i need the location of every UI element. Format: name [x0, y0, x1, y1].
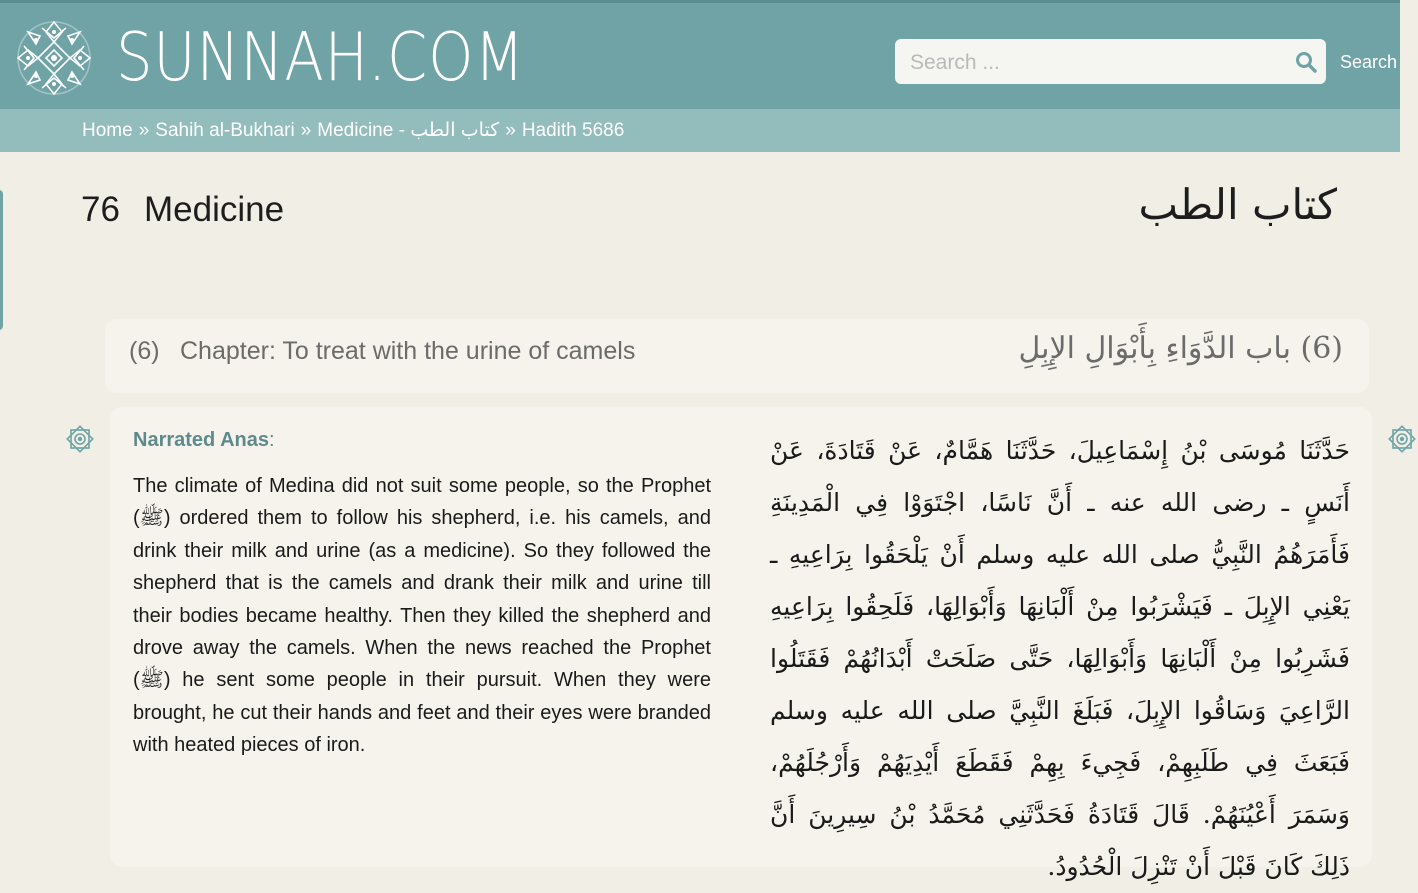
- hadith-english-text: The climate of Medina did not suit some people, so the Prophet (ﷺ) ordered them to follow his shepherd, i.e. his camels, and drink their milk and urine (as a medicine). So they followed the shepherd that is the camels and drank their milk and urine till their bodies became healthy. Then they killed the shepherd and drove away the camels. When the news reached the Prophet (ﷺ) he sent some people in their pursuit. When they were brought, he cut their hands and feet and their eyes were branded with heated pieces of iron.: [133, 475, 711, 757]
- search-input[interactable]: [895, 39, 1275, 84]
- hadith-ornament-icon[interactable]: [64, 423, 96, 455]
- chapter-number-arabic: (6): [1300, 331, 1343, 366]
- breadcrumb-book[interactable]: Medicine - كتاب الطب: [317, 120, 500, 141]
- hadith-arabic-text: حَدَّثَنَا مُوسَى بْنُ إِسْمَاعِيلَ، حَدَّثَنَا هَمَّامٌ، عَنْ قَتَادَةَ، عَنْ أَنَسٍ ـ رضى الله عنه ـ أَنَّ نَاسًا، اجْتَوَوْا فِي الْمَدِينَةِ فَأَمَرَهُمُ النَّبِيُّ صلى الله عليه وسلم أَنْ يَلْحَقُوا بِرَاعِيهِ ـ يَعْنِي الإِبِلَ ـ فَيَشْرَبُوا مِنْ أَلْبَانِهَا وَأَبْوَالِهَا، فَلَحِقُوا بِرَاعِيهِ فَشَرِبُوا مِنْ أَلْبَانِهَا وَأَبْوَالِهَا، حَتَّى صَلَحَتْ أَبْدَانُهُمْ فَقَتَلُوا الرَّاعِيَ وَسَاقُوا الإِبِلَ، فَبَلَغَ النَّبِيَّ صلى الله عليه وسلم فَبَعَثَ فِي طَلَبِهِمْ، فَجِيءَ بِهِمْ فَقَطَعَ أَيْدِيَهُمْ وَأَرْجُلَهُمْ، وَسَمَرَ أَعْيُنَهُمْ. قَالَ قَتَادَةُ فَحَدَّثَنِي مُحَمَّدُ بْنُ سِيرِينَ أَنَّ ذَلِكَ كَانَ قَبْلَ أَنْ تَنْزِلَ الْحُدُودُ.: [770, 436, 1350, 881]
- hadith-narrator-name: Narrated Anas: [133, 429, 269, 451]
- breadcrumb-current: Hadith 5686: [521, 120, 625, 141]
- breadcrumb-separator: »: [138, 120, 150, 141]
- side-tab[interactable]: [0, 190, 3, 330]
- hadith-narrator: [133, 429, 275, 452]
- breadcrumb-separator: »: [300, 120, 312, 141]
- hadith-narrator-colon: :: [268, 429, 275, 451]
- chapter-title-arabic-text: باب الدَّوَاءِ بِأَبْوَالِ الإِبِلِ: [1018, 331, 1291, 366]
- search-button[interactable]: Search: [1340, 52, 1398, 72]
- breadcrumb: [82, 119, 624, 142]
- site-logo-text[interactable]: SUNNAH.COM: [116, 18, 525, 96]
- chapter-title-arabic: [1018, 331, 1343, 366]
- breadcrumb-home[interactable]: Home: [82, 120, 133, 141]
- breadcrumb-bar: [0, 109, 1400, 152]
- chapter-number: (6): [129, 337, 160, 365]
- hadith-ornament-icon[interactable]: [1386, 423, 1418, 455]
- sunnah-emblem-icon[interactable]: [14, 18, 94, 98]
- breadcrumb-separator: »: [505, 120, 516, 141]
- breadcrumb-collection[interactable]: Sahih al-Bukhari: [155, 120, 295, 141]
- book-title-arabic: كتاب الطب: [1138, 180, 1337, 229]
- book-title: Medicine: [144, 190, 285, 229]
- magnifier-icon[interactable]: [1294, 50, 1318, 74]
- book-number: 76: [81, 190, 120, 229]
- chapter-title: Chapter: To treat with the urine of camels: [180, 337, 636, 365]
- search-box: [895, 39, 1326, 84]
